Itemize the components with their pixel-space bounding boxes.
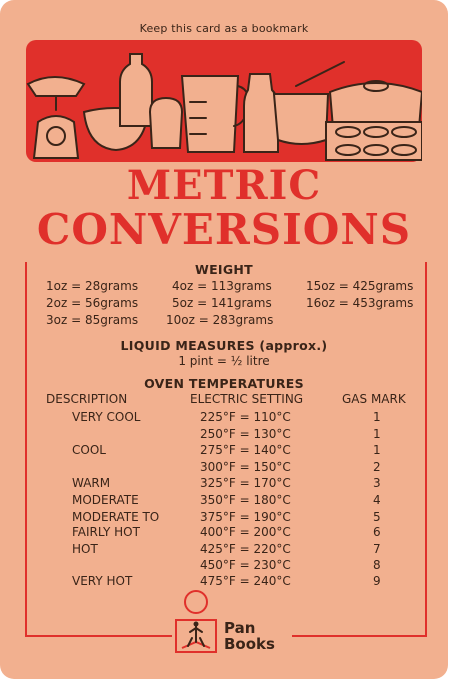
row-description: MODERATE TO (72, 510, 160, 524)
row-description: VERY HOT (72, 574, 133, 588)
weight-item: 10oz = 283grams (166, 313, 274, 327)
oven-heading: OVEN TEMPERATURES (144, 376, 304, 391)
table-row (0, 476, 448, 492)
publisher-name-line-1: Pan (224, 619, 256, 637)
row-gas: 9 (373, 574, 381, 588)
row-gas: 6 (373, 525, 381, 539)
row-gas: 1 (373, 410, 381, 424)
column-header-electric: ELECTRIC SETTING (190, 392, 304, 406)
column-header-gas: GAS MARK (342, 392, 406, 406)
table-row (0, 574, 448, 590)
row-description: HOT (72, 542, 98, 556)
row-description: COOL (72, 443, 106, 457)
table-row (0, 443, 448, 459)
weight-item: 16oz = 453grams (306, 296, 414, 310)
liquid-heading: LIQUID MEASURES (approx.) (120, 338, 328, 353)
bookmark-note: Keep this card as a bookmark (139, 22, 309, 35)
page-title-line-2: CONVERSIONS (36, 205, 412, 254)
table-row (0, 427, 448, 443)
table-row (0, 510, 448, 526)
row-gas: 8 (373, 558, 381, 572)
table-row (0, 493, 448, 509)
table-row (0, 542, 448, 558)
pan-books-emblem-icon (172, 590, 222, 656)
pan-books-logo (172, 590, 292, 660)
row-gas: 5 (373, 510, 381, 524)
row-gas: 1 (373, 443, 381, 457)
row-setting: 325°F = 170°C (200, 476, 291, 490)
row-setting: 350°F = 180°C (200, 493, 291, 507)
row-setting: 400°F = 200°C (200, 525, 291, 539)
liquid-line: 1 pint = ½ litre (178, 354, 270, 368)
weight-item: 15oz = 425grams (306, 279, 414, 293)
weight-item: 3oz = 85grams (46, 313, 139, 327)
table-row (0, 558, 448, 574)
page-title-line-1: METRIC (126, 162, 322, 209)
weight-item: 2oz = 56grams (46, 296, 139, 310)
weight-item: 1oz = 28grams (46, 279, 139, 293)
row-setting: 450°F = 230°C (200, 558, 291, 572)
row-gas: 2 (373, 460, 381, 474)
row-gas: 4 (373, 493, 381, 507)
weight-item: 4oz = 113grams (172, 279, 272, 293)
row-description: FAIRLY HOT (72, 525, 140, 539)
row-setting: 250°F = 130°C (200, 427, 291, 441)
row-setting: 375°F = 190°C (200, 510, 291, 524)
row-gas: 7 (373, 542, 381, 556)
row-setting: 275°F = 140°C (200, 443, 291, 457)
row-setting: 300°F = 150°C (200, 460, 291, 474)
table-row (0, 525, 448, 541)
row-setting: 475°F = 240°C (200, 574, 291, 588)
publisher-name-line-2: Books (224, 635, 275, 653)
row-description: MODERATE (72, 493, 139, 507)
row-description: VERY COOL (72, 410, 141, 424)
row-description: WARM (72, 476, 111, 490)
weight-item: 5oz = 141grams (172, 296, 272, 310)
row-setting: 425°F = 220°C (200, 542, 291, 556)
kitchenware-illustration (26, 40, 422, 162)
table-row (0, 460, 448, 476)
table-row (0, 410, 448, 426)
row-gas: 1 (373, 427, 381, 441)
row-setting: 225°F = 110°C (200, 410, 291, 424)
row-gas: 3 (373, 476, 381, 490)
weight-heading: WEIGHT (194, 262, 254, 277)
column-header-description: DESCRIPTION (46, 392, 128, 406)
